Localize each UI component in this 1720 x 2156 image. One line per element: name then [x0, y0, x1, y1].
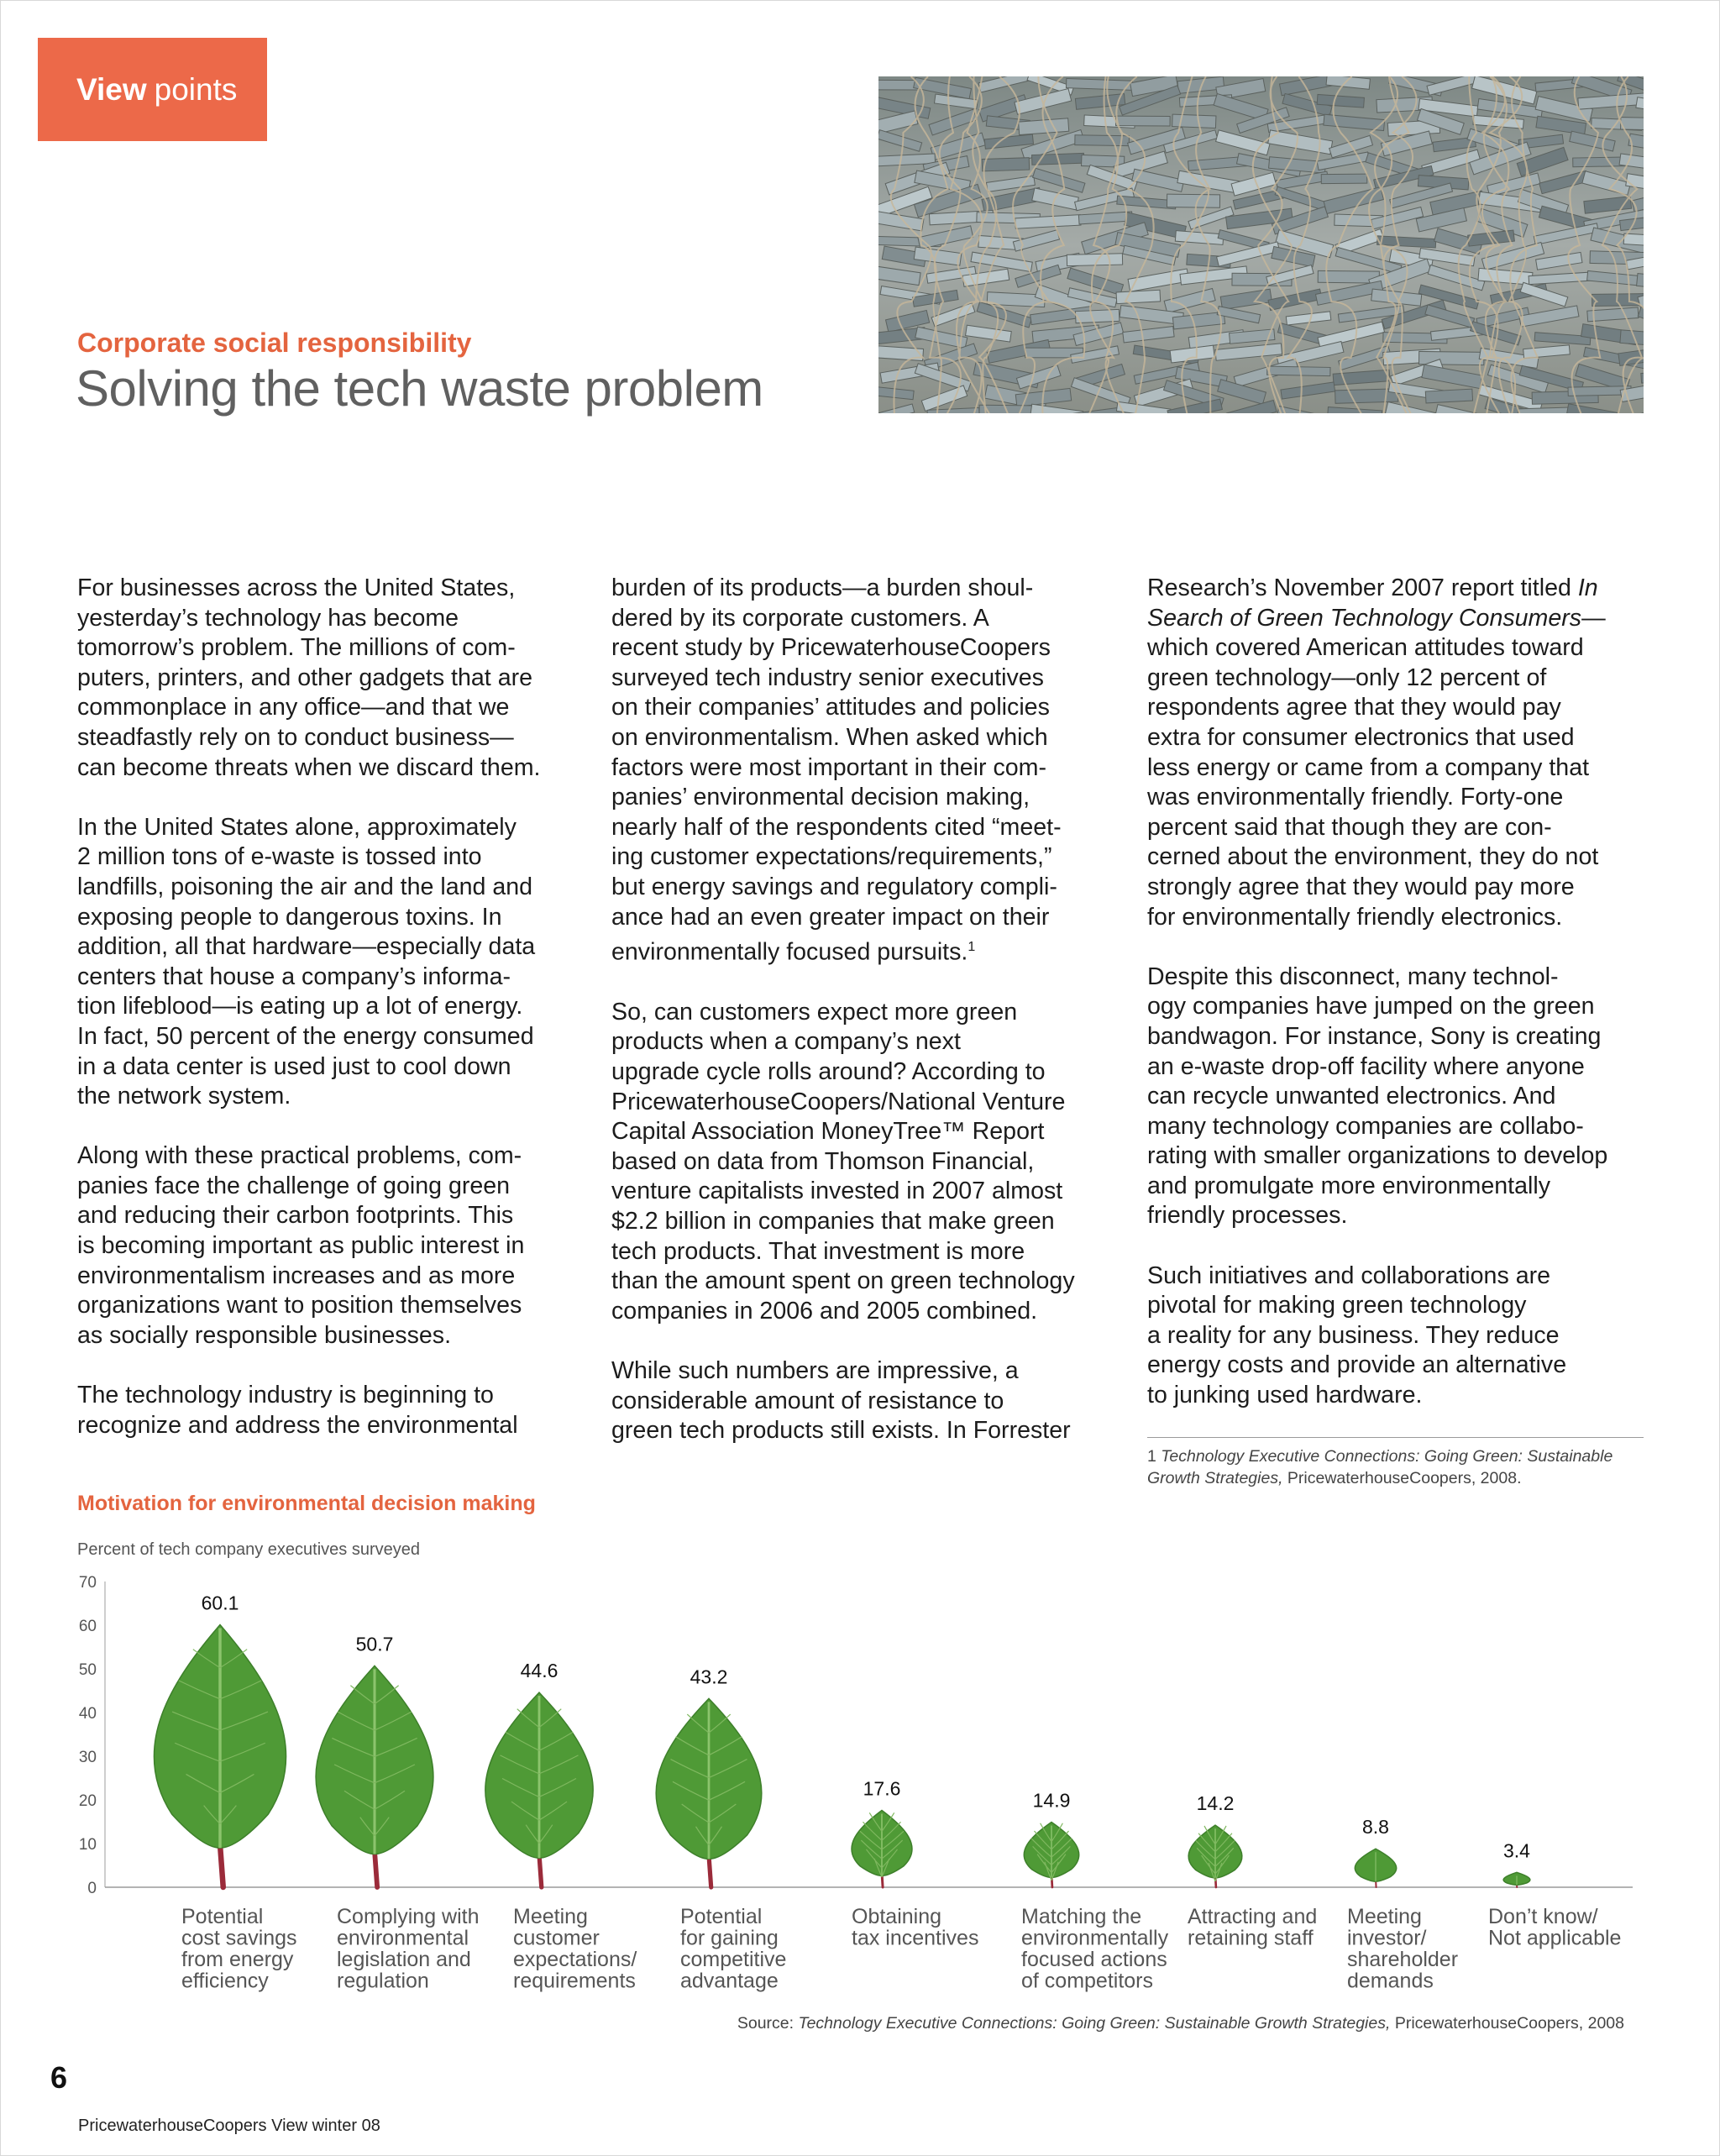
col1-para: Along with these practical problems, com- panies face the challenge of going green and reducing their carbon footprints. This is becoming important as public interest in environmentalism increases and as more organizations want to position themselves as socially responsible businesses.: [77, 1142, 525, 1349]
category-label-line: Meeting: [1347, 1905, 1422, 1928]
y-tick-label: 20: [78, 1792, 97, 1810]
leaf-stem: [220, 1844, 223, 1887]
section-tag-bold: View: [76, 71, 147, 107]
category-label-line: demands: [1347, 1969, 1434, 1993]
chart-source: [737, 2014, 1624, 2033]
category-label: [1488, 1905, 1621, 1950]
category-label-line: retaining staff: [1188, 1926, 1314, 1950]
chart-title: Motivation for environmental decision making: [77, 1492, 536, 1515]
col1-para: The technology industry is beginning to recognize and address the environmental: [77, 1382, 518, 1439]
y-tick-label: 0: [87, 1880, 97, 1897]
footnote-number: 1: [1147, 1447, 1162, 1466]
category-label: [680, 1905, 786, 1993]
data-label: 17.6: [863, 1777, 901, 1800]
category-label-line: environmentally: [1021, 1926, 1169, 1950]
y-tick-label: 10: [78, 1836, 97, 1854]
report-title: In Search of Green Technology Consumers: [1147, 574, 1598, 632]
data-label: 43.2: [690, 1666, 728, 1688]
col3-para: Such initiatives and collaborations are pivotal for making green technology a reality for any business. They reduce energy costs and provide an alternative to junking used hardware.: [1147, 1262, 1567, 1409]
data-label: 14.9: [1032, 1789, 1071, 1812]
data-label: 44.6: [520, 1660, 558, 1682]
category-label-line: legislation and: [337, 1948, 471, 1971]
category-label-line: focused actions: [1021, 1948, 1167, 1971]
category-label-line: environmental: [337, 1926, 469, 1950]
category-label-line: of competitors: [1021, 1969, 1154, 1993]
col1-para: In the United States alone, approximately 2 million tons of e-waste is tossed into landfills, poisoning the air and the land and exposing people to dangerous toxins. In addition, all that hardware—especially data centers that house a company’s informa- tion lifeblood—is eating up a lot of energy. In fact, 50 percent of the energy consumed in a data center is used just to cool down the network system.: [77, 813, 536, 1110]
category-label: [1347, 1905, 1458, 1993]
col3-text: Research’s November 2007 report titled: [1147, 574, 1578, 601]
data-label: 8.8: [1362, 1816, 1389, 1839]
y-tick-label: 30: [78, 1749, 97, 1766]
category-label-line: requirements: [513, 1969, 636, 1993]
data-label: 60.1: [201, 1592, 239, 1614]
category-label-line: Obtaining: [852, 1905, 942, 1928]
y-tick-label: 70: [78, 1574, 97, 1592]
page-number: 6: [50, 2060, 68, 2095]
category-label-line: shareholder: [1347, 1948, 1459, 1971]
col3-text: — which covered American attitudes toward green technology—only 12 percent of respondents agree that they would pay extra for consumer electronics that used less energy or came from a company that was environmentally friendly. Forty-one percent said that though they are con- cerned about the environment, they do not strongly agree that they would pay more for environmentally friendly electronics.: [1147, 604, 1606, 931]
col2-para: So, can customers expect more green products when a company’s next upgrade cycle rolls around? According to PricewaterhouseCoopers/National Venture Capital Association MoneyTree™ Report based on data from Thomson Financial, venture capitalists invested in 2007 almost $2.2 billion in companies that make green tech products. That investment is more than the amount spent on green technology companies in 2006 and 2005 combined.: [611, 998, 1075, 1325]
data-label: 50.7: [355, 1633, 394, 1655]
footer-text: PricewaterhouseCoopers View winter 08: [78, 2117, 380, 2135]
category-label-line: Complying with: [337, 1905, 480, 1928]
chart-ylabel: Percent of tech company executives surveyed: [77, 1540, 420, 1559]
category-label: [1021, 1905, 1169, 1993]
category-label: [852, 1905, 978, 1950]
col2-para-text: burden of its products—a burden shoul- dered by its corporate customers. A recent study by PricewaterhouseCoopers surveyed tech industry senior executives on their companies’ attitudes and policies on environmentalism. When asked which factors were most important in their com- panies’ environmental decision making, nearly half of the respondents cited “meet- ing customer expectations/requirements,” but energy savings and regulatory compli- ance had an even greater impact on their environmentally focused pursuits.: [611, 574, 1062, 966]
source-title: Technology Executive Connections: Going Green: Sustainable Growth Strategies,: [798, 2014, 1391, 2033]
category-label: [337, 1905, 480, 1993]
category-label: [513, 1905, 637, 1993]
y-tick-label: 40: [78, 1705, 97, 1723]
source-publisher: PricewaterhouseCoopers, 2008: [1390, 2014, 1624, 2033]
category-label-line: Potential: [181, 1905, 264, 1928]
category-label-line: expectations/: [513, 1948, 637, 1971]
leaf-stem: [539, 1854, 542, 1887]
category-label-line: from energy: [181, 1948, 294, 1971]
col2-para: While such numbers are impressive, a considerable amount of resistance to green tech products still exists. In Forrester: [611, 1356, 1071, 1445]
category-label-line: customer: [513, 1926, 600, 1950]
category-label-line: Matching the: [1021, 1905, 1142, 1928]
category-label-line: Meeting: [513, 1905, 588, 1928]
category-label-line: Potential: [680, 1905, 763, 1928]
category-label-line: investor/: [1347, 1926, 1427, 1950]
data-label: 3.4: [1503, 1839, 1530, 1862]
category-label-line: Attracting and: [1188, 1905, 1318, 1928]
leaf-stem: [709, 1855, 711, 1887]
leaf-stem: [375, 1850, 377, 1887]
category-label-line: efficiency: [181, 1969, 269, 1993]
y-tick-label: 50: [78, 1661, 97, 1679]
category-label-line: Not applicable: [1488, 1926, 1622, 1950]
footnote-publisher: PricewaterhouseCoopers, 2008.: [1282, 1469, 1522, 1487]
category-label-line: tax incentives: [852, 1926, 979, 1950]
source-prefix: Source:: [737, 2014, 799, 2033]
footnote-title: Technology Executive Connections: Going Green: Sustainable Growth Strategies,: [1147, 1447, 1613, 1487]
y-tick-label: 60: [78, 1618, 97, 1635]
col3-para: Despite this disconnect, many technol- ogy companies have jumped on the green bandwagon. For instance, Sony is creating an e-waste drop-off facility where anyone can recycle unwanted electronics. And many technology companies are collabo- rating with smaller organizations to develop and promulgate more environmentally friendly processes.: [1147, 963, 1608, 1230]
category-label-line: advantage: [680, 1969, 779, 1993]
footnote-ref: 1: [968, 940, 976, 955]
headline: Solving the tech waste problem: [76, 360, 763, 417]
category-label-line: Don’t know/: [1488, 1905, 1598, 1928]
data-label: 14.2: [1196, 1792, 1235, 1815]
section-tag-light: points: [154, 71, 238, 107]
category-label-line: for gaining: [680, 1926, 779, 1950]
category-label-line: competitive: [680, 1948, 787, 1971]
category-label-line: cost savings: [181, 1926, 297, 1950]
category-label: [1188, 1905, 1317, 1950]
col1-para: For businesses across the United States, yesterday’s technology has become tomorrow’s problem. The millions of com- puters, printers, and other gadgets that are commonplace in any office—and that we steadfastly rely on to conduct business— can become threats when we discard them.: [77, 574, 541, 781]
category-label: [181, 1905, 297, 1993]
category-label-line: regulation: [337, 1969, 429, 1993]
kicker: Corporate social responsibility: [77, 328, 472, 358]
